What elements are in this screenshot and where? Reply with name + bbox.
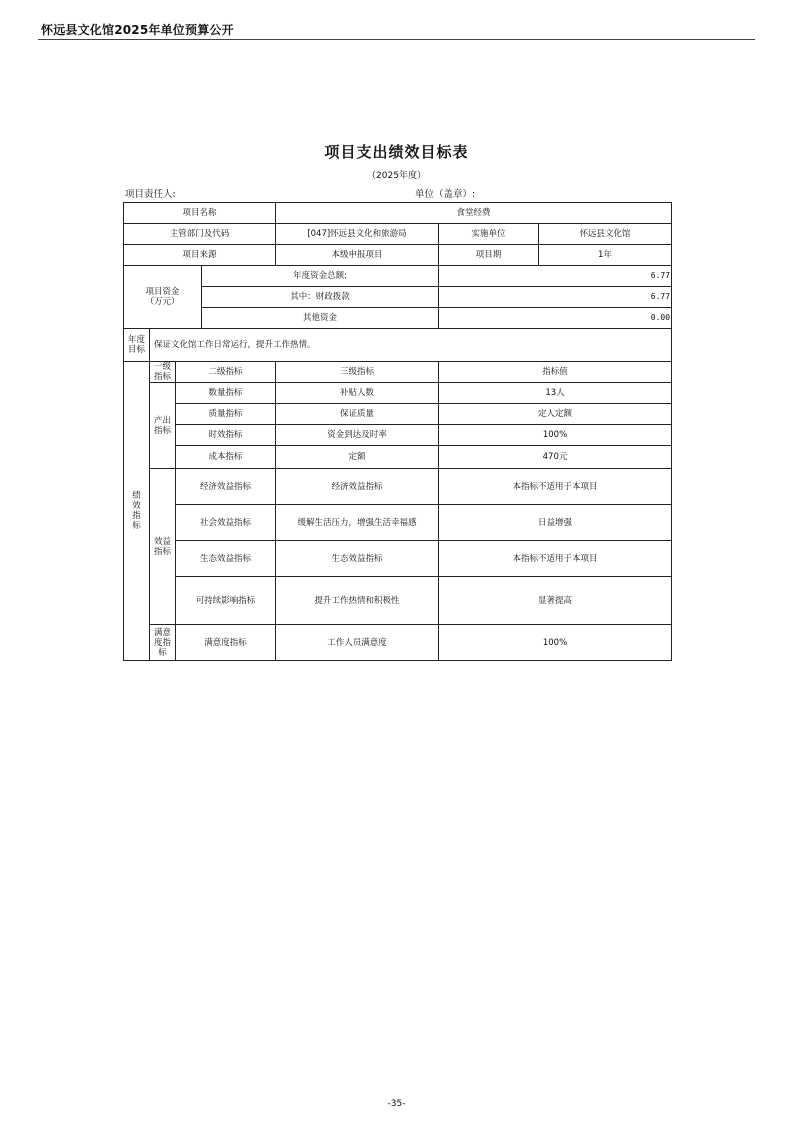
performance-indicator-label: 绩 效 指 标 xyxy=(124,362,150,661)
table-row-level3: 保证质量 xyxy=(276,404,439,425)
table-row-level2: 生态效益指标 xyxy=(176,541,276,577)
table-row-level3: 生态效益指标 xyxy=(276,541,439,577)
fund-total-label: 年度资金总额: xyxy=(202,266,439,287)
project-owner-label: 项目责任人: xyxy=(125,189,176,200)
col-level2-header: 二级指标 xyxy=(176,362,276,383)
header-divider xyxy=(38,39,755,40)
impl-unit-value: 怀远县文化馆 xyxy=(539,224,672,245)
table-row-level3: 资金到达及时率 xyxy=(276,425,439,446)
dept-label: 主管部门及代码 xyxy=(124,224,276,245)
table-row-value: 日益增强 xyxy=(439,505,672,541)
table-row-value: 100% xyxy=(439,425,672,446)
dept-value: [047]怀远县文化和旅游局 xyxy=(276,224,439,245)
fund-label: 项目资金 （万元） xyxy=(124,266,202,329)
satisfaction-indicator-label: 满意 度指 标 xyxy=(150,625,176,661)
fund-fiscal-label: 其中：财政拨款 xyxy=(202,287,439,308)
fund-other-label: 其他资金 xyxy=(202,308,439,329)
output-indicator-label: 产出 指标 xyxy=(150,383,176,469)
table-row-level2: 可持续影响指标 xyxy=(176,577,276,625)
table-row-value: 本指标不适用于本项目 xyxy=(439,541,672,577)
annual-goal-label: 年度 目标 xyxy=(124,329,150,362)
table-row-value: 470元 xyxy=(439,446,672,469)
period-value: 1年 xyxy=(539,245,672,266)
table-row-level3: 定额 xyxy=(276,446,439,469)
fund-other-value: 0.00 xyxy=(439,308,672,329)
project-name-value: 食堂经费 xyxy=(276,203,672,224)
table-row-level2: 社会效益指标 xyxy=(176,505,276,541)
table-row-level3: 经济效益指标 xyxy=(276,469,439,505)
page-header-title: 怀远县文化馆2025年单位预算公开 xyxy=(41,23,234,37)
col-level3-header: 三级指标 xyxy=(276,362,439,383)
table-row-value: 定人定额 xyxy=(439,404,672,425)
table-row-level3: 补贴人数 xyxy=(276,383,439,404)
table-row-level3: 缓解生活压力，增强生活幸福感 xyxy=(276,505,439,541)
unit-seal-label: 单位（盖章）: xyxy=(415,189,476,200)
period-label: 项目期 xyxy=(439,245,539,266)
col-value-header: 指标值 xyxy=(439,362,672,383)
performance-target-table xyxy=(123,202,672,661)
table-row-level2: 数量指标 xyxy=(176,383,276,404)
table-row-level2: 时效指标 xyxy=(176,425,276,446)
table-row-level2: 成本指标 xyxy=(176,446,276,469)
annual-goal-text: 保证文化馆工作日常运行，提升工作热情。 xyxy=(150,329,672,362)
project-name-label: 项目名称 xyxy=(124,203,276,224)
table-row-level3: 工作人员满意度 xyxy=(276,625,439,661)
impl-unit-label: 实施单位 xyxy=(439,224,539,245)
benefit-indicator-label: 效益 指标 xyxy=(150,469,176,625)
table-row-value: 100% xyxy=(439,625,672,661)
table-row-level2: 满意度指标 xyxy=(176,625,276,661)
table-row-level2: 经济效益指标 xyxy=(176,469,276,505)
source-value: 本级申报项目 xyxy=(276,245,439,266)
table-row-level2: 质量指标 xyxy=(176,404,276,425)
fund-total-value: 6.77 xyxy=(439,266,672,287)
fund-fiscal-value: 6.77 xyxy=(439,287,672,308)
table-row-value: 本指标不适用于本项目 xyxy=(439,469,672,505)
col-level1-header: 一级 指标 xyxy=(150,362,176,383)
table-row-value: 13人 xyxy=(439,383,672,404)
document-year: （2025年度） xyxy=(367,171,426,181)
source-label: 项目来源 xyxy=(124,245,276,266)
table-row-level3: 提升工作热情和积极性 xyxy=(276,577,439,625)
page-number: -35- xyxy=(387,1099,406,1109)
document-title: 项目支出绩效目标表 xyxy=(324,143,469,161)
table-row-value: 显著提高 xyxy=(439,577,672,625)
